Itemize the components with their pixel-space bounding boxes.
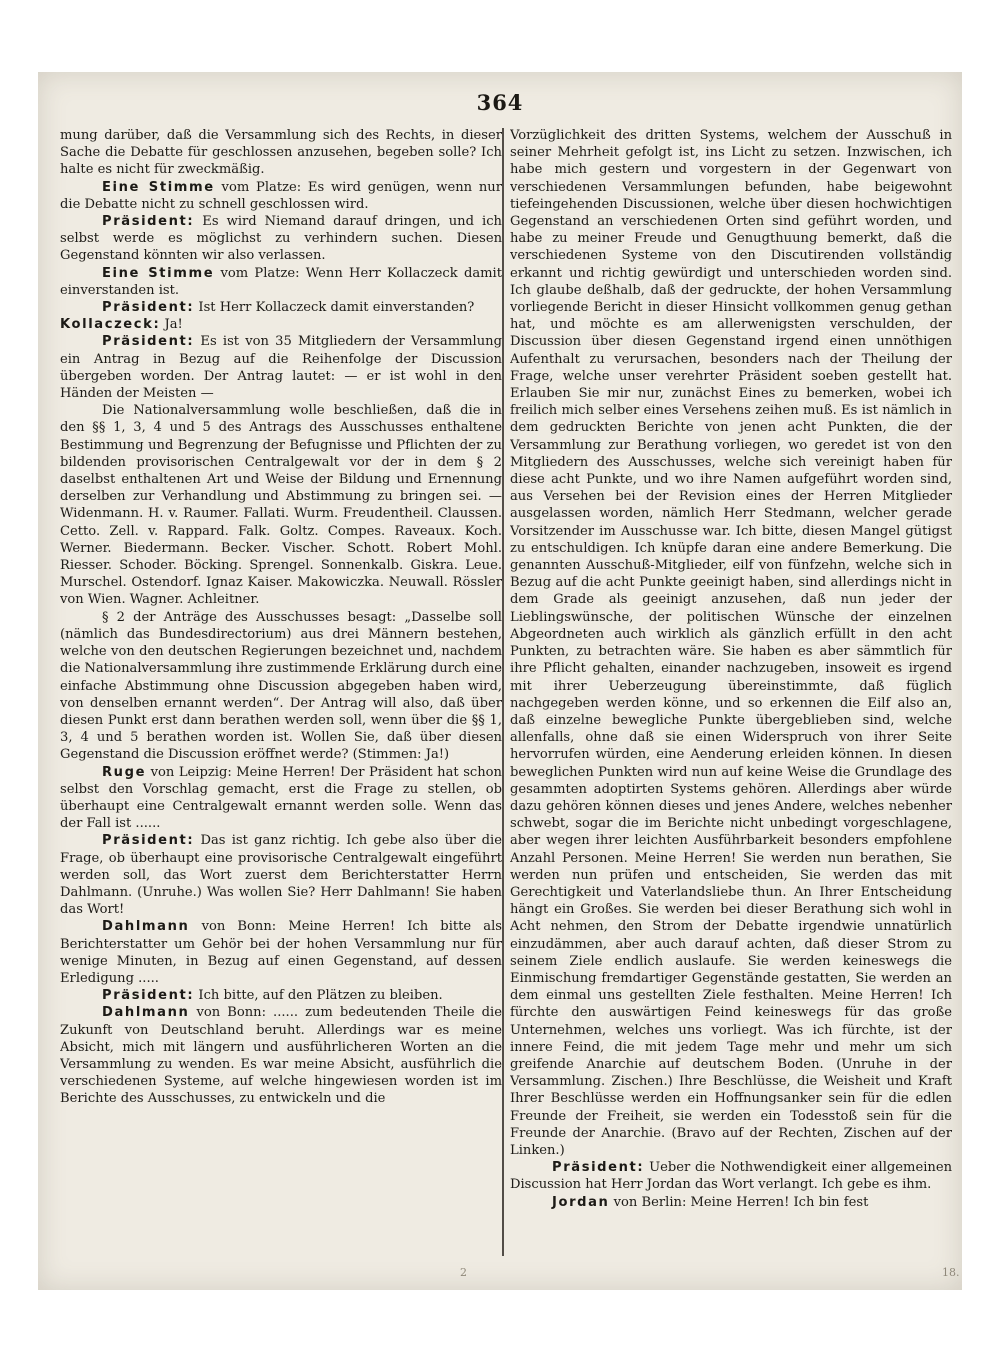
paragraph: Dahlmann von Bonn: Meine Herren! Ich bitte als Berichterstatter um Gehör bei der hohen Versammlung nur für wenige Minuten, in Bezug auf einen Gegenstand, auf dessen Erledigung ..... [60, 919, 502, 986]
paragraph: Präsident: Es wird Niemand darauf dringen, und ich selbst werde es möglichst zu verhindern suchen. Diesen Gegenstand könnten wir also verlassen. [60, 214, 502, 264]
paragraph: Eine Stimme vom Platze: Wenn Herr Kollaczeck damit einverstanden ist. [60, 265, 502, 298]
speaker-name: Präsident: [102, 214, 195, 230]
column-divider [502, 128, 504, 1256]
motion-text: Die Nationalversammlung wolle beschließen, daß die in den §§ 1, 3, 4 und 5 des Antrags des Ausschusses enthaltene Bestimmung und Begrenzung der Befugnisse und Pflichten der zu bildenden provisorischen Centralgewalt vor der in dem § 2 daselbst enthaltenen Art und Weise der Bildung und Ernennung derselben zur Verhandlung und Abstimmung zu bringen sei. — Widenmann. H. v. Raumer. Fallati. Wurm. Freudentheil. Claussen. Cetto. Zell. v. Rappard. Falk. Goltz. Compes. Raveaux. Koch. Werner. Biedermann. Becker. Vischer. Schott. Robert Mohl. Riesser. Schoder. Böcking. Sprengel. Sonnenkalb. Giskra. Leue. Murschel. Ostendorf. Ignaz Kaiser. Makowiczka. Neuwall. Rössler von Wien. Wagner. Achleitner. [60, 403, 502, 608]
paragraph: Dahlmann von Bonn: ...... zum bedeutenden Theile die Zukunft von Deutschland beruht. Allerdings war es meine Absicht, mich mit längern und ausführlicheren Worten an die Versammlung zu wenden. Es war meine Absicht, ausführlich die verschiedenen Systeme, auf welche hingewiesen worden ist im Berichte des Ausschusses, zu entwickeln und die [60, 1005, 502, 1107]
speaker-name: Präsident: [102, 833, 195, 849]
paragraph: mung darüber, daß die Versammlung sich des Rechts, in dieser Sache die Debatte für geschlossen anzusehen, begeben solle? Ich halte es nicht für zweckmäßig. [60, 128, 502, 178]
speaker-name: Dahlmann [102, 919, 190, 935]
paragraph: Kollaczeck: Ja! [60, 317, 183, 333]
paragraph: Präsident: Ist Herr Kollaczeck damit einverstanden? [102, 300, 475, 316]
speaker-name: Eine Stimme [102, 265, 215, 281]
right-column [510, 127, 952, 1257]
speaker-name: Präsident: [102, 988, 195, 1004]
speaker-name: Präsident: [552, 1160, 645, 1176]
paragraph: Präsident: Ueber die Nothwendigkeit einer allgemeinen Discussion hat Herr Jordan das Wort verlangt. Ich gebe es ihm. [510, 1160, 952, 1193]
speaker-name: Präsident: [102, 334, 195, 350]
page-number: 364 [476, 90, 524, 115]
speaker-name: Jordan [552, 1194, 610, 1210]
paragraph: Präsident: Ich bitte, auf den Plätzen zu bleiben. [102, 988, 443, 1004]
bleed-mark-right: 18. [942, 1266, 960, 1279]
bottom-marks [0, 1266, 1000, 1280]
paragraph: Eine Stimme vom Platze: Es wird genügen, wenn nur die Debatte nicht zu schnell geschlossen wird. [60, 179, 502, 212]
paragraph: Vorzüglichkeit des dritten Systems, welchem der Ausschuß in seiner Mehrheit gefolgt ist, ins Licht zu setzen. Inzwischen, ich habe mich gestern und vorgestern in der Gegenwart von verschiedenen Versammlungen befunden, habe beigewohnt tiefeingehenden Discussionen, welche über diesen hochwichtigen Gegenstand an verschiedenen Orten sind geführt worden, und habe zu meiner Freude und Genugthuung bemerkt, daß die verschiedenen Systeme von den Discutirenden vollständig erkannt und richtig gewürdigt und unterschieden worden sind. Ich glaube deßhalb, daß der gedruckte, der hohen Versammlung vorliegende Bericht in dieser Hinsicht vollkommen genug gethan hat, und möchte es am allerwenigsten verschulden, der Discussion über diesen Gegenstand irgend einen unnöthigen Aufenthalt zu verursachen, besonders nach der Theilung der Frage, welche unser verehrter Präsident soeben gestellt hat. Erlauben Sie mir nur, zunächst Eines zu bemerken, wobei ich freilich mich selber eines Versehens zeihen muß. Es ist nämlich in dem gedruckten Berichte von jenen acht Punkten, die der Versammlung zur Berathung vorliegen, wo geredet ist von den Mitgliedern des Ausschusses, welche sich vereinigt haben für diese acht Punkte, und wo ihre Namen aufgeführt worden sind, aus Versehen bei der Revision eines der Herren Mitglieder ausgelassen worden, nämlich Herr Stedmann, welcher gerade Vorsitzender im Ausschusse war. Ich bitte, diesen Mangel gütigst zu entschuldigen. Ich knüpfe daran eine andere Bemerkung. Die genannten Ausschuß-Mitglieder, eilf von fünfzehn, welche sich in Bezug auf die acht Punkte geeinigt haben, sind allerdings nicht in dem Grade als geeinigt anzusehen, daß nun jeder der Lieblingswünsche, der politischen Wünsche der einzelnen Abgeordneten auch wirklich als gänzlich erfüllt in den acht Punkten, zu betrachten wäre. Sie haben es aber sämmtlich für ihre Pflicht gehalten, einander nachzugeben, insoweit es irgend mit ihrer Ueberzeugung übereinstimmte, daß füglich nachgegeben werden könne, und so erkennen die Eilf also an, daß einzelne bewegliche Punkte übergeblieben sind, welche allenfalls, ohne daß sie einen Widerspruch von ihrer Seite hervorrufen würden, eine Aenderung erleiden können. In diesen beweglichen Punkten wird nun auf keine Weise die Grundlage des gesammten adoptirten Systems gehören. Allerdings aber würde dazu gehören können dieses und jenes Andere, welches nebenher schwebt, sogar die im Berichte nicht unbedingt vorgeschlagene, aber wegen ihrer leichten Ausführbarkeit besonders empfohlene Anzahl Personen. Meine Herren! Sie werden nun berathen, Sie werden nun prüfen und entscheiden, Sie werden das mit Gerechtigkeit und Vaterlandsliebe thun. An Ihrer Entscheidung hängt ein Großes. Sie werden bei dieser Berathung sich wohl in Acht nehmen, den Strom der Debatte irgendwie unnatürlich einzudämmen, aber auch darauf achten, daß dieser Strom zu seinem Ziele endlich auslaufe. Sie werden keineswegs die Einmischung fremdartiger Gegenstände gestatten, Sie werden an dem einmal uns gestellten Ziele festhalten. Meine Herren! Ich fürchte den auswärtigen Feind keineswegs für das große Unternehmen, welches uns vorliegt. Was ich fürchte, ist der innere Feind, die mit jedem Tage mehr und mehr um sich greifende Anarchie auf deutschem Boden. (Unruhe in der Versammlung. Zischen.) Ihre Beschlüsse, die Weisheit und Kraft Ihrer Beschlüsse werden ein Hoffnungsanker sein für die edlen Freunde der Freiheit, sie werden ein Todesstoß sein für die Freunde der Anarchie. (Bravo auf der Rechten, Zischen auf der Linken.) [510, 128, 952, 1158]
bleed-mark-left: 2 [460, 1266, 467, 1279]
paragraph: Präsident: Es ist von 35 Mitgliedern der Versammlung ein Antrag in Bezug auf die Reihenfolge der Discussion übergeben worden. Der Antrag lautet: — er ist wohl in den Händen der Meisten — [60, 334, 502, 402]
left-column [60, 127, 502, 1257]
paragraph: § 2 der Anträge des Ausschusses besagt: „Dasselbe soll (nämlich das Bundesdirectorium) aus drei Männern bestehen, welche von den deutschen Regierungen bezeichnet und, nachdem die Nationalversammlung ihre zustimmende Erklärung durch eine einfache Abstimmung ohne Discussion abgegeben haben wird, von denselben ernannt werden“. Der Antrag will also, daß über diesen Punkt erst dann berathen werden soll, wenn über die §§ 1, 3, 4 und 5 berathen worden ist. Wollen Sie, daß über diesen Gegenstand die Discussion eröffnet werde? (Stimmen: Ja!) [60, 609, 502, 763]
speaker-name: Dahlmann [102, 1005, 190, 1021]
speaker-name: Präsident: [102, 300, 195, 316]
speaker-name: Ruge [102, 764, 147, 780]
speaker-name: Eine Stimme [102, 179, 215, 195]
paragraph: Ruge von Leipzig: Meine Herren! Der Präsident hat schon selbst den Vorschlag gemacht, erst die Frage zu stellen, ob überhaupt eine Centralgewalt ernannt werden solle. Wenn das der Fall ist ...... [60, 764, 502, 832]
speaker-name: Kollaczeck: [60, 317, 161, 333]
paragraph: Jordan von Berlin: Meine Herren! Ich bin fest [552, 1194, 869, 1210]
paragraph: Präsident: Das ist ganz richtig. Ich gebe also über die Frage, ob überhaupt eine provisorische Centralgewalt eingeführt werden soll, das Wort zuerst dem Berichterstatter Herrn Dahlmann. (Unruhe.) Was wollen Sie? Herr Dahlmann! Sie haben das Wort! [60, 833, 502, 918]
